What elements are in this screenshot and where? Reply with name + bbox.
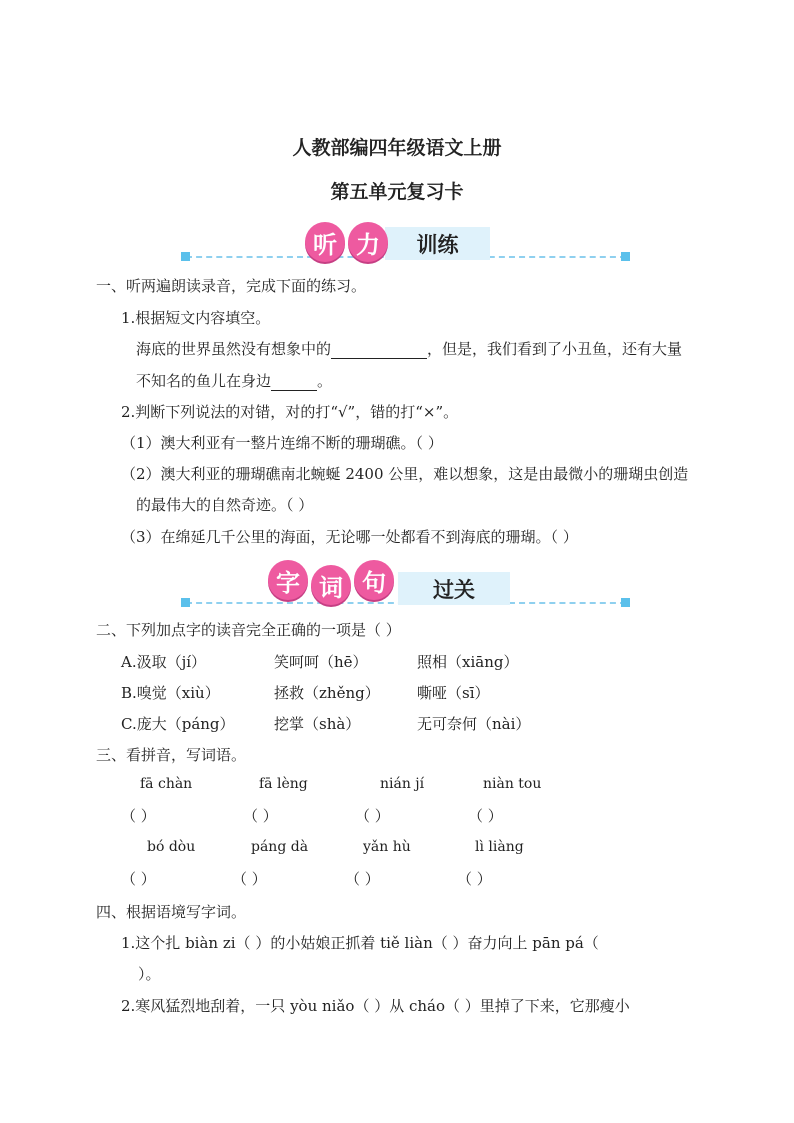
answer-bracket[interactable]: （ ） (355, 807, 390, 825)
banner-badge-char: 字 (268, 560, 308, 600)
banner-square-left (181, 598, 190, 607)
section-heading: 四、根据语境写字词。 (96, 903, 247, 921)
question-line (136, 338, 682, 359)
text-span: ，但是，我们看到了小丑鱼，还有大量 (427, 340, 683, 358)
banner-badge-char: 力 (348, 222, 388, 262)
section-heading: 二、下列加点字的读音完全正确的一项是（ ） (96, 621, 401, 639)
option-cell: C.庞大（páng） (121, 715, 235, 733)
section-heading: 三、看拼音，写词语。 (96, 746, 247, 764)
text-span: 不知名的鱼儿在身边 (136, 372, 272, 390)
option-cell: 无可奈何（nài） (417, 715, 531, 733)
question-line (136, 370, 332, 391)
page-title: 人教部编四年级语文上册 (292, 137, 502, 159)
judgement-item: （2）澳大利亚的珊瑚礁南北蜿蜒 2400 公里，难以想象，这是由最微小的珊瑚虫创造 (121, 465, 689, 483)
pinyin-word: páng dà (251, 839, 309, 855)
banner-square-right (621, 252, 630, 261)
fill-blank[interactable] (331, 340, 427, 359)
pinyin-row (0, 776, 794, 796)
pinyin-row (0, 839, 794, 859)
page-subtitle: 第五单元复习卡 (330, 181, 464, 203)
banner-badge-char: 句 (354, 560, 394, 600)
text-span: 。 (317, 372, 333, 390)
pinyin-word: fā lèng (259, 776, 308, 792)
banner-badge-char: 词 (311, 565, 351, 605)
answer-bracket[interactable]: （ ） (121, 807, 156, 825)
judgement-item: （1）澳大利亚有一整片连绵不断的珊瑚礁。（ ） (121, 434, 443, 452)
answer-bracket[interactable]: （ ） (232, 870, 267, 888)
question-line: 1.这个扎 biàn zi（ ）的小姑娘正抓着 tiě liàn（ ）奋力向上 pān pá（ (121, 934, 599, 952)
question-line: 2.判断下列说法的对错，对的打“√”，错的打“×”。 (121, 403, 459, 421)
option-cell: B.嗅觉（xiù） (121, 684, 220, 702)
judgement-item: （3）在绵延几千公里的海面，无论哪一处都看不到海底的珊瑚。（ ） (121, 528, 578, 546)
section-heading: 一、听两遍朗读录音，完成下面的练习。 (96, 277, 367, 295)
pinyin-word: bó dòu (147, 839, 196, 855)
question-line: 2.寒风猛烈地刮着，一只 yòu niǎo（ ）从 cháo（ ）里掉了下来，它那瘦小 (121, 997, 630, 1015)
answer-bracket[interactable]: （ ） (121, 870, 156, 888)
answer-bracket-row (0, 868, 794, 888)
option-cell: A.汲取（jí） (121, 653, 207, 671)
banner-square-left (181, 252, 190, 261)
banner-tab: 训练 (385, 227, 490, 260)
pinyin-word: fā chàn (140, 776, 193, 792)
judgement-item: 的最伟大的自然奇迹。（ ） (136, 496, 314, 514)
option-cell: 挖掌（shà） (274, 715, 361, 733)
answer-bracket[interactable]: （ ） (243, 807, 278, 825)
question-line: ）。 (138, 965, 161, 983)
banner-badge-char: 听 (305, 222, 345, 262)
pinyin-word: lì liàng (475, 839, 524, 855)
banner-tab: 过关 (398, 572, 510, 605)
pinyin-word: nián jí (380, 776, 425, 792)
answer-bracket-row (0, 805, 794, 825)
banner-square-right (621, 598, 630, 607)
pinyin-word: yǎn hù (363, 839, 411, 855)
answer-bracket[interactable]: （ ） (345, 870, 380, 888)
option-cell: 嘶哑（sī） (417, 684, 490, 702)
option-cell: 笑呵呵（hē） (274, 653, 368, 671)
pinyin-word: niàn tou (483, 776, 542, 792)
option-cell: 拯救（zhěng） (274, 684, 380, 702)
question-line: 1.根据短文内容填空。 (121, 309, 271, 327)
answer-bracket[interactable]: （ ） (468, 807, 503, 825)
fill-blank[interactable] (271, 372, 317, 391)
option-cell: 照相（xiāng） (417, 653, 519, 671)
text-span: 海底的世界虽然没有想象中的 (136, 340, 332, 358)
answer-bracket[interactable]: （ ） (457, 870, 492, 888)
